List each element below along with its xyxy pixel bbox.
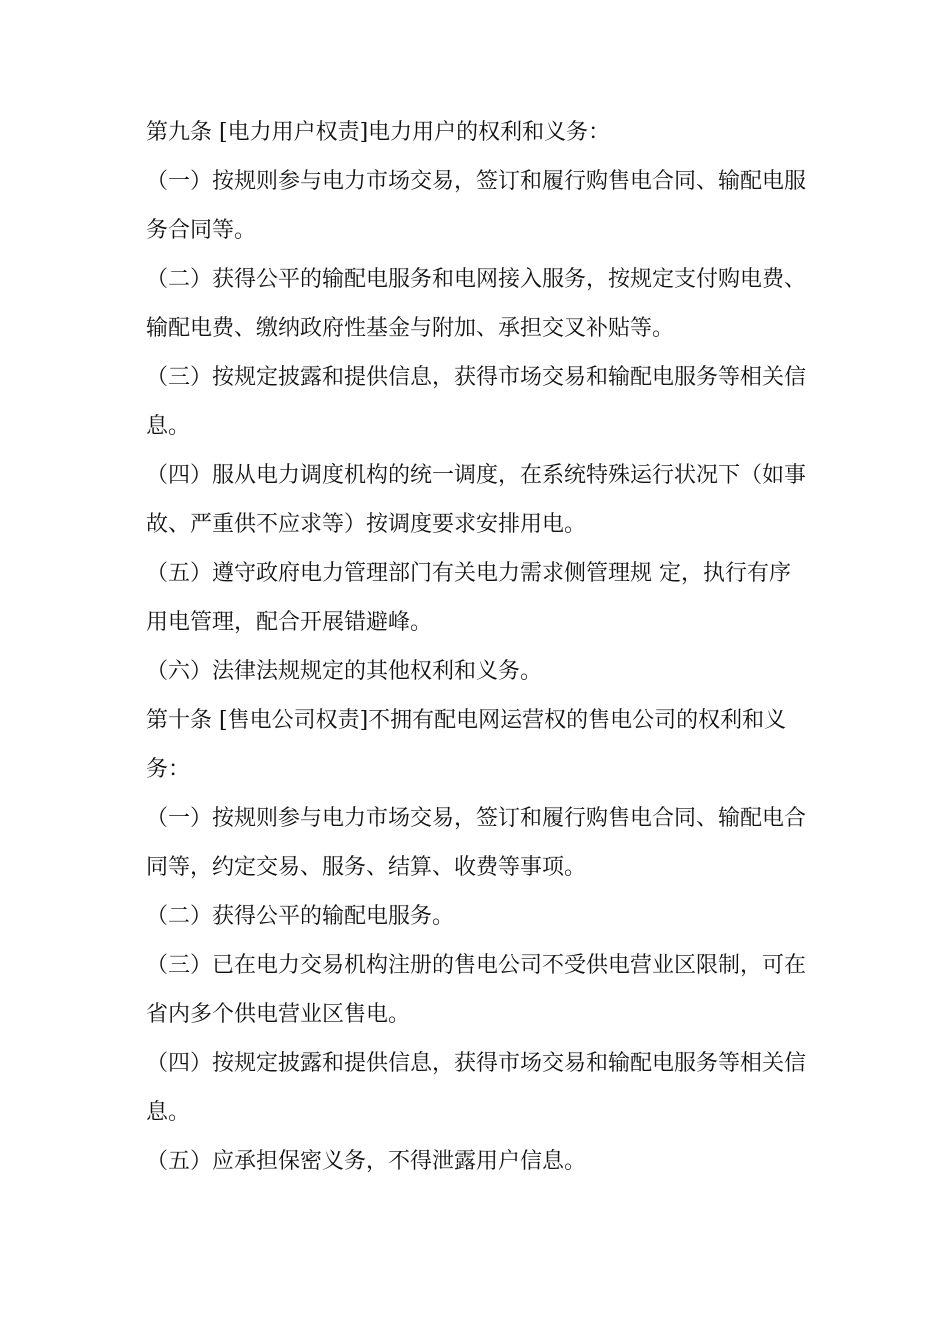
article-10-item-3: （三）已在电力交易机构注册的售电公司不受供电营业区限制，可在省内多个供电营业区售电。: [146, 953, 807, 1027]
article-10-item-2: （二）获得公平的输配电服务。: [146, 904, 455, 929]
article-9-item-2: （二）获得公平的输配电服务和电网接入服务，按规定支付购电费、输配电费、缴纳政府性基金与附加、承担交叉补贴等。: [146, 267, 807, 341]
article-9-item-1: （一）按规则参与电力市场交易，签订和履行购售电合同、输配电服务合同等。: [146, 169, 807, 243]
article-9-item-5: （五）遵守政府电力管理部门有关电力需求侧管理规 定，执行有序用电管理，配合开展错避峰。: [146, 561, 791, 635]
article-10-item-1: （一）按规则参与电力市场交易，签订和履行购售电合同、输配电合同等，约定交易、服务、结算、收费等事项。: [146, 806, 807, 880]
article-10-heading: 第十条 [售电公司权责]不拥有配电网运营权的售电公司的权利和义务：: [146, 708, 787, 782]
article-10-item-5: （五）应承担保密义务，不得泄露用户信息。: [146, 1149, 587, 1174]
article-9-item-6: （六）法律法规规定的其他权利和义务。: [146, 659, 543, 684]
article-9-heading: 第九条 [电力用户权责]电力用户的权利和义务：: [146, 120, 611, 145]
article-9-item-3: （三）按规定披露和提供信息，获得市场交易和输配电服务等相关信息。: [146, 365, 807, 439]
article-9-item-4: （四）服从电力调度机构的统一调度，在系统特殊运行状况下（如事故、严重供不应求等）按调度要求安排用电。: [146, 463, 807, 537]
article-10-item-4: （四）按规定披露和提供信息，获得市场交易和输配电服务等相关信息。: [146, 1051, 807, 1125]
document-body: [146, 108, 810, 1186]
